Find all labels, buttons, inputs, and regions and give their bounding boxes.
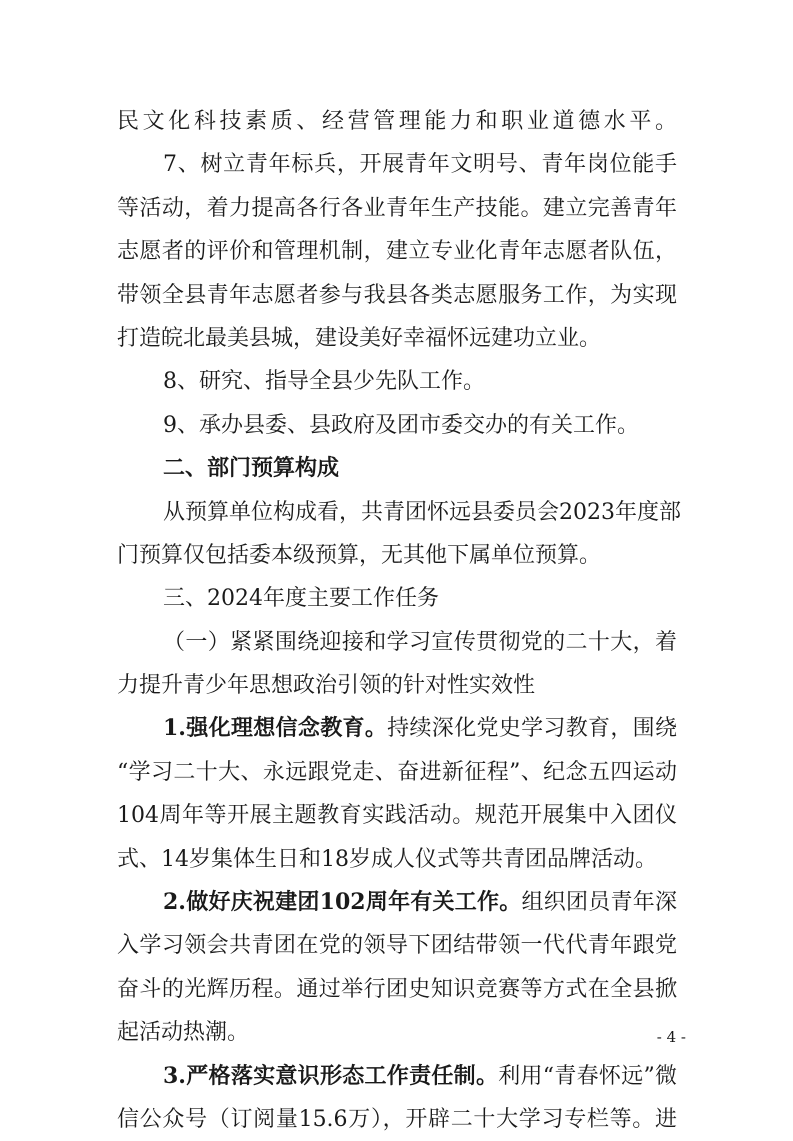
body-line-3: 等活动，着力提高各行各业青年生产技能。建立完善青年 — [117, 195, 677, 221]
body-line-11: 门预算仅包括委本级预算，无其他下属单位预算。 — [117, 542, 602, 568]
item-heading-3-bold: 3.严格落实意识形态工作责任制。 — [163, 1062, 499, 1089]
subsection-heading-1-cont: 力提升青少年思想政治引领的针对性实效性 — [117, 673, 536, 699]
section-heading-2: 二、部门预算构成 — [163, 456, 340, 482]
item-heading-2 — [117, 881, 677, 924]
body-line-6: 打造皖北最美县城，建设美好幸福怀远建功立业。 — [117, 325, 602, 351]
list-item-9: 9、承办县委、县政府及团市委交办的有关工作。 — [163, 412, 639, 438]
item-heading-2-text: 组织团员青年深 — [521, 890, 677, 916]
body-line-4: 志愿者的评价和管理机制，建立专业化青年志愿者队伍， — [117, 239, 677, 265]
list-item-7: 7、树立青年标兵，开展青年文明号、青年岗位能手 — [163, 152, 677, 178]
list-item-8: 8、研究、指导全县少先队工作。 — [163, 369, 485, 395]
item-heading-1 — [117, 707, 677, 750]
item-heading-3-text: 利用“青春怀远”微 — [498, 1063, 678, 1089]
section-heading-3: 三、2024年度主要工作任务 — [163, 586, 439, 612]
body-line-16: “学习二十大、永远跟党走、奋进新征程”、纪念五四运动 — [117, 759, 677, 785]
body-line-20: 入学习领会共青团在党的领导下团结带领一代代青年跟党 — [117, 933, 677, 959]
document-body — [117, 100, 681, 1141]
body-line-22: 起活动热潮。 — [117, 1020, 250, 1046]
body-line-5: 带领全县青年志愿者参与我县各类志愿服务工作，为实现 — [117, 282, 677, 308]
body-line-18: 式、14岁集体生日和18岁成人仪式等共青团品牌活动。 — [117, 846, 657, 872]
body-line-17: 104周年等开展主题教育实践活动。规范开展集中入团仪 — [117, 803, 677, 829]
item-heading-2-bold: 2.做好庆祝建团102周年有关工作。 — [163, 889, 522, 916]
body-line-21: 奋斗的光辉历程。通过举行团史知识竞赛等方式在全县掀 — [117, 976, 677, 1002]
item-heading-3 — [117, 1055, 677, 1098]
item-heading-1-text: 持续深化党史学习教育，围绕 — [387, 716, 677, 742]
body-line-10: 从预算单位构成看，共青团怀远县委员会2023年度部 — [163, 499, 681, 525]
body-line-24: 信公众号（订阅量15.6万），开辟二十大学习专栏等。进 — [117, 1106, 677, 1132]
page-number: - 4 - — [656, 1028, 686, 1046]
body-line-1: 民文化科技素质、经营管理能力和职业道德水平。 — [117, 109, 677, 134]
item-heading-1-bold: 1.强化理想信念教育。 — [163, 715, 388, 742]
subsection-heading-1: （一）紧紧围绕迎接和学习宣传贯彻党的二十大，着 — [163, 629, 677, 655]
